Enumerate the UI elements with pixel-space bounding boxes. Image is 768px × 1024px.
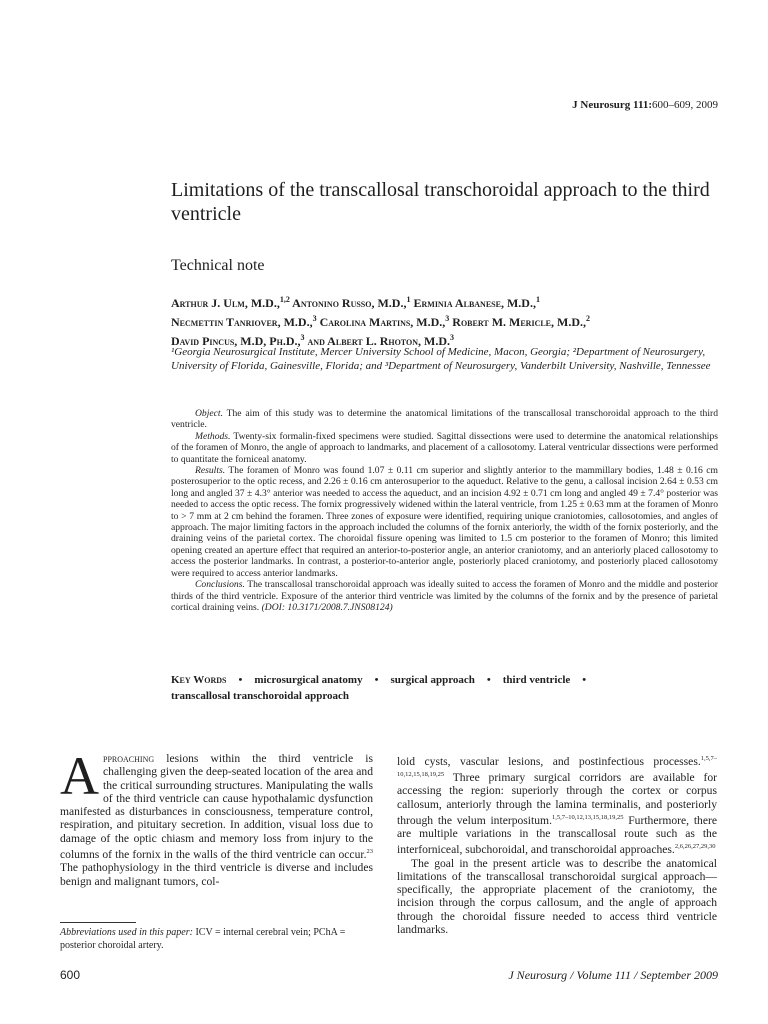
abstract-conclusions [171,579,718,613]
body-paragraph: The goal in the present article was to describe the anatomical limitations of the transcallosal transchoroidal surgical approach—specifically, the appropriate placement of the craniotomy, the incision through the corpus callosum, and the angle of approach through the choroidal fissure needed to access third ventricle landmarks. [397,856,717,936]
footnote-text: ICV = internal cerebral vein; PChA = posterior choroidal artery. [60,927,346,951]
article-title: Limitations of the transcallosal transchoroidal approach to the third ventricle [171,179,710,225]
author-affil-sup: 2 [586,314,591,323]
abstract-conclusions-label: Conclusions. [195,579,245,591]
journal-name: J Neurosurg 111: [572,99,652,111]
body-text: loid cysts, vascular lesions, and postinfectious processes. [397,754,701,768]
body-paragraph [60,746,373,888]
keyword: third ventricle [502,674,571,686]
abstract-results-label: Results. [195,465,226,477]
abstract-results [171,465,718,579]
article-type: Technical note [171,257,265,274]
author: David Pincus, M.D, Ph.D., [171,334,301,348]
body-text: Three primary surgical corridors are available for accessing the region: superiorly through the cortex or corpus callosum, anteriorly through the lamina terminalis, and posteriorly through the velum interpositum. [397,771,717,827]
affiliations: ¹Georgia Neurosurgical Institute, Mercer University School of Medicine, Macon, Georgia; ²Department of Neurosurgery, University of Florida, Gainesville, Florida; and ³Department of Neurosurgery, Vanderbilt University, Nashville, Tennessee [171,346,711,372]
author: Erminia Albanese, M.D., [410,296,536,310]
keyword-separator: • [238,674,243,686]
footnote-label: Abbreviations used in this paper: [60,927,193,938]
body-column-left [60,746,373,888]
keyword: surgical approach [390,674,475,686]
keyword-separator: • [374,674,379,686]
author-affil-sup: 3 [445,314,450,323]
keywords-label: Key Words [171,674,227,686]
body-column-right [397,752,717,936]
author-affil-sup: 1,2 [279,295,290,304]
author: Necmettin Tanriover, M.D., [171,315,313,329]
abstract-methods-label: Methods. [195,430,231,442]
keyword: transcallosal transchoroidal approach [171,690,350,702]
abstract [171,408,718,613]
citation-ref: 2,6,26,27,29,30 [674,843,716,851]
author: Carolina Martins, M.D., [316,315,446,329]
author-affil-sup: 3 [450,333,454,342]
keyword: microsurgical anatomy [254,674,363,686]
body-paragraph [397,752,717,857]
journal-citation [572,99,718,111]
author-affil-sup: 1 [406,295,411,304]
author-affil-sup: 3 [300,333,305,342]
abstract-methods-text: Twenty-six formalin-fixed specimens were studied. Sagittal dissections were used to determine the anatomical relationships of the foramen of Monro, the angle of approach to landmarks, and placement of a callosotomy. Lateral ventricular dissections were performed to quantitate the forniceal anatomy. [171,430,718,465]
author: Robert M. Mericle, M.D., [449,315,587,329]
abstract-results-text: The foramen of Monro was found 1.07 ± 0.11 cm superior and slightly anterior to the mammillary bodies, 1.48 ± 0.16 cm posterosuperior to the optic recess, and 2.26 ± 0.16 cm anterosuperior to the aqueduct. Relative to the genu, a callosal incision 2.64 ± 0.53 cm long and angled 37 ± 4.3° anterior was needed to access the aqueduct, and an incision 4.92 ± 0.71 cm long and angled 49 ± 7.4° posterior was needed to access the optic recess. The fornix progressively widened within the lateral ventricle, from 1.25 ± 0.63 mm at the foramen of Monro to > 7 mm at 2 cm behind the foramen. Three zones of exposure were identified, requiring unique craniotomies, callosotomies, and angles of approach. The major limiting factors in the approach included the columns of the fornix anteriorly, the width of the fornix posteriorly, and the draining veins of the parietal cortex. The choroidal fissure opening was limited to 1.5 cm posterior to the foramen of Monro; this limited opening created an aperture effect that required an anterior-to-posterior angle, an anterior craniotomy, and an anteriorly placed callosotomy to access the posterior landmarks. In contrast, a posterior-to-anterior angle, posteriorly placed craniotomy, and posteriorly placed callosotomy were required to access anterior landmarks. [171,465,718,579]
abstract-conclusions-text: The transcallosal transchoroidal approach was ideally suited to access the foramen of Monro and the middle and posterior thirds of the third ventricle. Exposure of the anterior third ventricle was limited by the columns of the fornix and by the presence of parietal cortical draining veins. [171,579,718,613]
drop-cap: A [60,746,99,806]
citation-ref: 1,5,7–10,12,13,15,18,19,25 [551,813,624,821]
citation-ref: 1,5,7–10,12,15,18,19,25 [397,755,717,779]
lead-in: pproaching [103,752,155,765]
author: Arthur J. Ulm, M.D., [171,296,280,310]
keywords [171,672,718,704]
body-text: lesions within the third ventricle is challenging given the deep-seated location of the area and the critical surrounding structures. Manipulating the walls of the third ventricle can cause hypothalamic dysfunction manifested as disturbances in consciousness, temperature control, respiration, and pituitary secretion. In addition, visual loss due to damage of the optic chiasm and memory loss from injury to the columns of the fornix in the walls of the third ventricle can occur. [60,752,373,861]
footnote [60,926,375,952]
citation-ref: 23 [366,848,373,856]
page-number: 600 [60,968,81,982]
footnote-divider [60,922,136,923]
abstract-object [171,408,718,431]
author-affil-sup: 1 [535,295,540,304]
abstract-object-label: Object. [195,408,223,419]
abstract-object-text: The aim of this study was to determine the anatomical limitations of the transcallosal transchoroidal approach to the third ventricle. [171,408,718,431]
author: and Albert L. Rhoton, M.D. [304,334,450,348]
abstract-methods [171,431,718,465]
doi-link[interactable]: (DOI: 10.3171/2008.7.JNS08124) [259,601,393,613]
author: Antonino Russo, M.D., [289,296,407,310]
body-text: The pathophysiology in the third ventricle is diverse and includes benign and malignant tumors, col- [60,861,373,888]
body-text: Furthermore, there are multiple variations in the transcallosal route such as the interforniceal, subchoroidal, and transchoroidal approaches. [397,813,717,857]
author-affil-sup: 3 [312,314,317,323]
journal-pages: 600–609, 2009 [652,99,718,111]
keyword-separator: • [582,674,587,686]
running-footer: J Neurosurg / Volume 111 / September 2009 [508,968,718,982]
keyword-separator: • [486,674,491,686]
author-list [171,292,731,349]
